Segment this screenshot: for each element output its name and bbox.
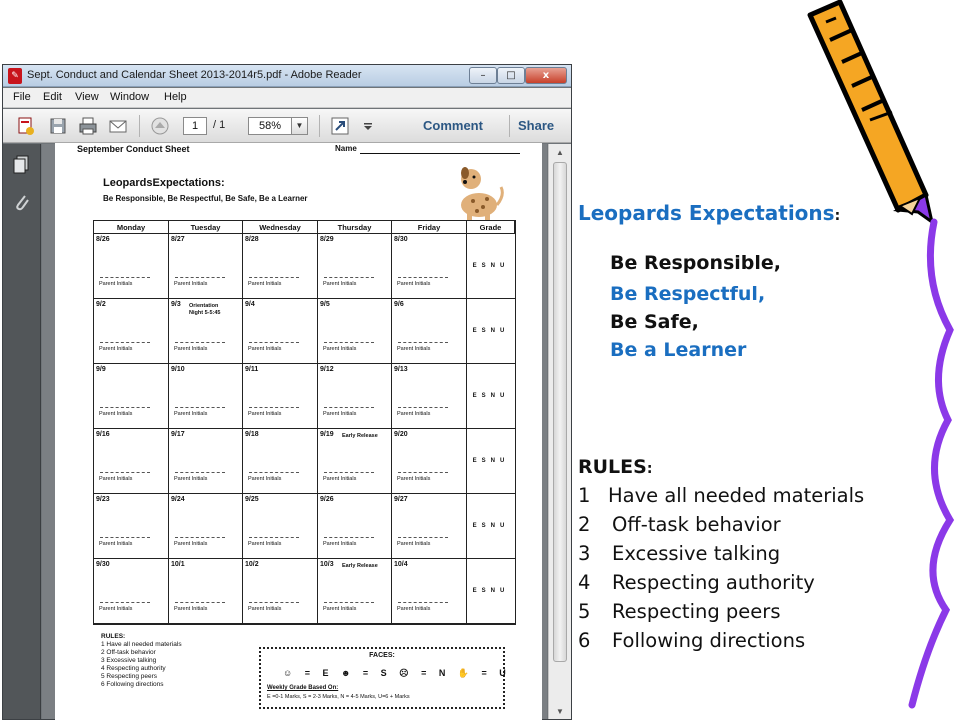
initials-line [324,407,374,408]
pdf-rule-item: 6 Following directions [101,681,164,688]
scroll-up-icon[interactable]: ▲ [556,148,564,157]
parent-initials-label: Parent Initials [323,541,357,547]
initials-line [100,342,150,343]
calendar-date: 9/25 [245,496,259,503]
calendar-header: Thursday [318,221,392,234]
name-line [360,153,520,154]
rule-item [578,571,815,594]
parent-initials-label: Parent Initials [397,281,431,287]
initials-line [100,537,150,538]
expectation-item: Be a Learner [610,339,747,361]
initials-line [324,602,374,603]
attachments-icon[interactable] [12,192,32,214]
initials-line [100,407,150,408]
expectations-heading-text: Leopards Expectations [578,201,835,225]
calendar-header: Wednesday [243,221,318,234]
scroll-down-icon[interactable]: ▼ [556,707,564,716]
calendar-date: 9/17 [171,431,185,438]
calendar-date: 10/3 [320,561,334,568]
calendar-day-cell [169,234,243,299]
calendar-date: 9/6 [394,301,404,308]
calendar-date: 10/1 [171,561,185,568]
previous-page-icon[interactable] [149,115,171,137]
rule-number: 5 [578,600,591,623]
window-title: Sept. Conduct and Calendar Sheet 2013-2014r5.pdf - Adobe Reader [27,69,362,81]
calendar-note: Orientation Night 5-5:45 [189,303,221,316]
initials-line [249,602,299,603]
rule-text: Have all needed materials [608,484,865,507]
initials-line [175,342,225,343]
faces-basis: Weekly Grade Based On: [267,685,339,691]
calendar-date: 8/26 [96,236,110,243]
pdf-title: September Conduct Sheet [77,144,190,154]
conduct-calendar [93,220,516,625]
rule-text: Off-task behavior [612,513,781,536]
calendar-date: 9/23 [96,496,110,503]
initials-line [398,472,448,473]
calendar-date: 9/9 [96,366,106,373]
initials-line [100,472,150,473]
pdf-name-label: Name [335,144,357,153]
parent-initials-label: Parent Initials [323,281,357,287]
calendar-date: 9/11 [245,366,259,373]
rule-text: Following directions [612,629,806,652]
calendar-date: 9/30 [96,561,110,568]
calendar-day-cell [169,494,243,559]
parent-initials-label: Parent Initials [248,476,282,482]
calendar-day-cell [318,364,392,429]
calendar-day-cell [243,559,318,624]
more-tools-icon[interactable] [357,115,369,137]
grade-cell [467,429,515,494]
share-button[interactable]: Share [518,118,555,133]
calendar-day-cell [94,429,169,494]
rule-item [578,513,781,536]
grade-cell [467,559,515,624]
zoom-input[interactable]: 58% [248,117,292,135]
menu-window[interactable]: Window [110,91,150,103]
parent-initials-label: Parent Initials [99,606,133,612]
grade-letters: ESNU [472,392,510,399]
calendar-date: 9/16 [96,431,110,438]
menu-help[interactable]: Help [164,91,187,103]
expectation-item: Be Safe, [610,311,699,333]
rule-item [578,600,780,623]
calendar-date: 9/24 [171,496,185,503]
faces-title: FACES: [369,652,395,659]
parent-initials-label: Parent Initials [323,476,357,482]
expectation-item: Be Responsible, [610,252,782,274]
menu-file[interactable]: File [13,91,31,103]
initials-line [249,472,299,473]
calendar-header: Grade [467,221,515,234]
initials-line [398,407,448,408]
rule-number: 3 [578,542,591,565]
pdf-expectations-title: LeopardsExpectations: [103,177,225,189]
grade-cell [467,299,515,364]
menu-edit[interactable]: Edit [43,91,62,103]
fit-page-icon[interactable] [329,115,351,137]
calendar-day-cell [94,299,169,364]
calendar-day-cell [243,364,318,429]
pdf-rule-item: 3 Excessive talking [101,657,157,664]
calendar-date: 10/4 [394,561,408,568]
zoom-dropdown-icon[interactable]: ▼ [292,117,308,135]
calendar-date: 10/2 [245,561,259,568]
calendar-date: 8/30 [394,236,408,243]
calendar-day-cell [243,429,318,494]
pages-panel-icon[interactable] [12,154,32,176]
rule-number: 6 [578,629,591,652]
leopard-mascot-icon [453,165,505,221]
expectations-colon: : [834,208,841,224]
rule-text: Respecting authority [612,571,815,594]
pencil-icon [800,0,960,720]
rule-number: 4 [578,571,591,594]
calendar-header: Friday [392,221,467,234]
calendar-date: 9/19 [320,431,334,438]
print-icon[interactable] [77,115,99,137]
navigation-sidebar [3,144,41,720]
scroll-thumb[interactable] [553,162,567,662]
initials-line [175,277,225,278]
calendar-date: 9/26 [320,496,334,503]
pdf-expectations-subtitle: Be Responsible, Be Respectful, Be Safe, Be a Learner [103,194,308,203]
pdf-rule-item: 5 Respecting peers [101,673,158,680]
faces-key: E =0-1 Marks, S = 2-3 Marks, N = 4-5 Marks, U=6 + Marks [267,694,410,700]
parent-initials-label: Parent Initials [397,541,431,547]
initials-line [175,472,225,473]
calendar-date: 8/27 [171,236,185,243]
rules-heading-text: RULES [578,456,647,478]
calendar-day-cell [94,494,169,559]
grade-cell [467,494,515,559]
calendar-day-cell [94,234,169,299]
comment-button[interactable]: Comment [423,118,483,133]
close-button[interactable]: x [525,67,567,84]
calendar-day-cell [169,559,243,624]
parent-initials-label: Parent Initials [248,606,282,612]
calendar-day-cell [318,494,392,559]
rule-text: Excessive talking [612,542,781,565]
parent-initials-label: Parent Initials [99,281,133,287]
calendar-day-cell [318,234,392,299]
rule-item [578,542,780,565]
toolbar-separator [319,115,320,137]
calendar-header: Monday [94,221,169,234]
initials-line [324,472,374,473]
pdf-rules-heading: RULES: [101,633,126,640]
parent-initials-label: Parent Initials [174,606,208,612]
initials-line [100,277,150,278]
calendar-day-cell [318,299,392,364]
initials-line [249,407,299,408]
calendar-day-cell [318,429,392,494]
page-total: / 1 [213,119,226,131]
calendar-date: 9/10 [171,366,185,373]
pdf-rule-item: 4 Respecting authority [101,665,166,672]
parent-initials-label: Parent Initials [397,411,431,417]
toolbar [3,109,571,143]
parent-initials-label: Parent Initials [99,346,133,352]
parent-initials-label: Parent Initials [174,476,208,482]
title-bar[interactable] [3,65,571,87]
initials-line [324,537,374,538]
calendar-date: 9/2 [96,301,106,308]
rule-number: 2 [578,513,591,536]
calendar-date: 9/13 [394,366,408,373]
email-icon[interactable] [107,115,129,137]
calendar-day-cell [392,429,467,494]
calendar-date: 8/29 [320,236,334,243]
grade-cell [467,234,515,299]
calendar-day-cell [94,364,169,429]
calendar-date: 8/28 [245,236,259,243]
calendar-day-cell [318,559,392,624]
grade-cell [467,364,515,429]
initials-line [398,342,448,343]
faces-row: ☺ = E ☻ = S ☹ = N ✋ = U [283,668,506,678]
pdf-page [55,143,542,720]
calendar-day-cell [243,299,318,364]
initials-line [324,277,374,278]
initials-line [249,537,299,538]
initials-line [398,537,448,538]
parent-initials-label: Parent Initials [99,411,133,417]
expectation-item: Be Respectful, [610,283,766,305]
pdf-rule-item: 2 Off-task behavior [101,649,156,656]
grade-letters: ESNU [472,262,510,269]
initials-line [398,602,448,603]
parent-initials-label: Parent Initials [248,541,282,547]
calendar-day-cell [94,559,169,624]
parent-initials-label: Parent Initials [248,411,282,417]
initials-line [398,277,448,278]
grade-letters: ESNU [472,457,510,464]
parent-initials-label: Parent Initials [174,281,208,287]
initials-line [100,602,150,603]
rule-item [578,629,805,652]
menu-view[interactable]: View [75,91,99,103]
save-icon[interactable] [47,115,69,137]
initials-line [249,342,299,343]
initials-line [324,342,374,343]
calendar-date: 9/12 [320,366,334,373]
rule-text: Respecting peers [612,600,781,623]
calendar-day-cell [392,234,467,299]
calendar-day-cell [392,559,467,624]
calendar-day-cell [392,364,467,429]
parent-initials-label: Parent Initials [323,606,357,612]
calendar-date: 9/5 [320,301,330,308]
parent-initials-label: Parent Initials [397,606,431,612]
rule-number: 1 [578,484,591,507]
calendar-date: 9/4 [245,301,255,308]
parent-initials-label: Parent Initials [397,346,431,352]
calendar-note: Early Release [342,563,378,569]
calendar-date: 9/18 [245,431,259,438]
pdf-icon: ✎ [8,68,22,84]
toolbar-separator [139,115,140,137]
minimize-button[interactable]: – [469,67,497,84]
calendar-day-cell [169,299,243,364]
parent-initials-label: Parent Initials [174,411,208,417]
calendar-date: 9/27 [394,496,408,503]
calendar-day-cell [243,234,318,299]
rules-colon: : [646,461,653,477]
create-pdf-icon[interactable] [15,115,37,137]
initials-line [175,537,225,538]
faces-legend [259,647,505,709]
parent-initials-label: Parent Initials [174,541,208,547]
parent-initials-label: Parent Initials [323,411,357,417]
pdf-rule-item: 1 Have all needed materials [101,641,182,648]
parent-initials-label: Parent Initials [248,281,282,287]
initials-line [249,277,299,278]
calendar-day-cell [243,494,318,559]
grade-letters: ESNU [472,327,510,334]
parent-initials-label: Parent Initials [99,541,133,547]
parent-initials-label: Parent Initials [397,476,431,482]
calendar-day-cell [392,299,467,364]
initials-line [175,602,225,603]
parent-initials-label: Parent Initials [174,346,208,352]
toolbar-separator [509,115,510,137]
page-number-input[interactable]: 1 [183,117,207,135]
parent-initials-label: Parent Initials [248,346,282,352]
rules-heading [578,456,652,478]
grade-letters: ESNU [472,587,510,594]
calendar-date: 9/3 [171,301,181,308]
parent-initials-label: Parent Initials [323,346,357,352]
menu-bar [3,88,571,108]
calendar-day-cell [392,494,467,559]
maximize-button[interactable]: □ [497,67,525,84]
initials-line [175,407,225,408]
pdf-rules-list [101,633,182,689]
parent-initials-label: Parent Initials [99,476,133,482]
calendar-day-cell [169,364,243,429]
grade-letters: ESNU [472,522,510,529]
calendar-day-cell [169,429,243,494]
calendar-note: Early Release [342,433,378,439]
calendar-date: 9/20 [394,431,408,438]
calendar-header: Tuesday [169,221,243,234]
vertical-scrollbar[interactable] [548,144,571,720]
